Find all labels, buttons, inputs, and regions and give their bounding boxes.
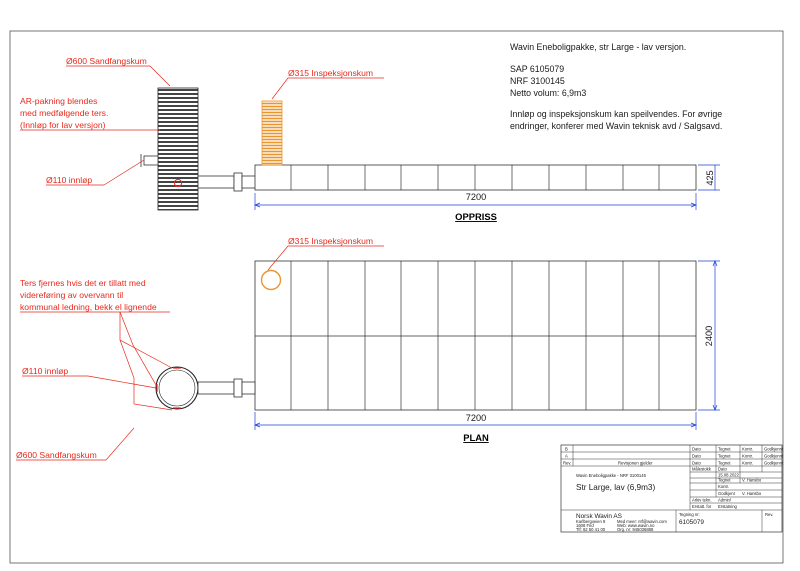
company-name: Norsk Wavin AS <box>576 513 622 520</box>
svg-text:Dato: Dato <box>692 460 701 466</box>
svg-text:Erstatning: Erstatning <box>718 504 737 509</box>
drawing-number: 6105079 <box>679 519 704 526</box>
svg-text:Målestokk: Målestokk <box>692 466 711 472</box>
svg-text:1608 Frid: 1608 Frid <box>576 523 594 528</box>
svg-text:Godkjennt: Godkjennt <box>764 446 784 452</box>
inlet-label-elevation: Ø110 innløp <box>46 175 93 185</box>
inlet-label-plan: Ø110 innløp <box>22 366 69 376</box>
svg-text:Tegning nr:: Tegning nr: <box>679 512 700 517</box>
svg-text:Tlf: 62 50 41 00: Tlf: 62 50 41 00 <box>576 527 606 532</box>
svg-text:Erstatt. for: Erstatt. for <box>692 504 712 509</box>
plug-note-line1: Ters fjernes hvis det er tillatt med <box>20 278 146 288</box>
seal-note-line2: med medfølgende ters. <box>20 108 109 118</box>
svg-text:Kontr.: Kontr. <box>742 460 753 466</box>
inspection-riser-elevation <box>262 101 282 165</box>
inspection-label-elevation: Ø315 Inspeksjonskum <box>288 68 374 78</box>
tank-plan <box>255 261 696 410</box>
plug-note-line3: kommunal ledning, bekk el lignende <box>20 302 157 312</box>
svg-text:Rev.: Rev. <box>563 460 572 466</box>
inspection-label-plan: Ø315 Inspeksjonskum <box>288 236 374 246</box>
plug-note-line2: videreføring av overvann til <box>20 290 124 300</box>
sandtrap-chamber-elevation <box>158 88 198 210</box>
svg-text:Tegnet: Tegnet <box>718 446 731 452</box>
svg-text:Karlbergveien 8: Karlbergveien 8 <box>576 519 606 524</box>
dimension-length-elevation-label: 7200 <box>465 192 487 202</box>
svg-text:Web: www.wavin.no: Web: www.wavin.no <box>617 523 655 528</box>
drawing-title-small: Wavin Eneboligpakke - NRF 3100145 <box>576 473 646 478</box>
dimension-width-plan-label: 2400 <box>704 325 714 347</box>
svg-text:Org. nr: 945036888: Org. nr: 945036888 <box>617 527 654 532</box>
dimension-length-plan-label: 7200 <box>465 413 487 423</box>
tank-elevation <box>255 165 696 190</box>
svg-text:V. Hansbo: V. Hansbo <box>742 491 762 496</box>
svg-text:Admin/: Admin/ <box>718 497 732 503</box>
info-sap: SAP 6105079 <box>510 64 565 74</box>
svg-text:Kontr.: Kontr. <box>742 446 753 452</box>
svg-text:Revisjonen gjelder: Revisjonen gjelder <box>618 460 653 466</box>
svg-text:Godkjennt: Godkjennt <box>764 460 784 466</box>
svg-text:15.08.2022: 15.08.2022 <box>718 472 739 478</box>
svg-text:Rev.: Rev. <box>765 512 774 517</box>
sandtrap-label-elevation: Ø600 Sandfangskum <box>66 56 147 66</box>
info-nrf: NRF 3100145 <box>510 76 565 86</box>
svg-text:A: A <box>565 453 568 459</box>
inlet-pipe-left <box>144 156 158 165</box>
svg-text:Dato: Dato <box>718 466 727 472</box>
svg-text:Tegnet: Tegnet <box>718 453 731 459</box>
sandtrap-label-plan: Ø600 Sandfangskum <box>16 450 97 460</box>
svg-text:Dato: Dato <box>692 453 701 459</box>
dimension-height-elevation-label: 425 <box>705 170 715 186</box>
svg-text:Tegnet: Tegnet <box>718 477 731 483</box>
info-title: Wavin Eneboligpakke, str Large - lav versjon. <box>510 42 687 52</box>
svg-text:Kontr.: Kontr. <box>742 453 753 459</box>
info-block <box>510 42 722 131</box>
svg-text:Dato: Dato <box>692 446 701 452</box>
svg-text:V. Hansbo: V. Hansbo <box>742 477 762 483</box>
outlet-pipe-plan <box>198 382 234 394</box>
seal-note-line3: (Innløp for lav versjon) <box>20 120 106 130</box>
drawing-title: Str Large, lav (6,9m3) <box>576 483 656 492</box>
title-block <box>561 445 784 532</box>
elevation-label: OPPRISS <box>455 211 497 222</box>
svg-text:Tegnet: Tegnet <box>718 460 731 466</box>
svg-text:B: B <box>565 446 568 452</box>
sandtrap-chamber-plan <box>156 367 198 409</box>
svg-text:Med meer: ntf@wavin.com: Med meer: ntf@wavin.com <box>617 519 667 524</box>
svg-text:Kontr.: Kontr. <box>718 484 729 489</box>
info-note-line1: Innløp og inspeksjonskum kan speilvendes. For øvrige <box>510 109 723 119</box>
svg-text:Godkjent: Godkjent <box>718 491 735 496</box>
plan-label: PLAN <box>463 432 489 443</box>
info-volume: Netto volum: 6,9m3 <box>510 88 587 98</box>
plan-view <box>156 261 720 443</box>
svg-text:Godkjennt: Godkjennt <box>764 453 784 459</box>
seal-note-line1: AR-pakning blendes <box>20 96 98 106</box>
outlet-pipe-elevation <box>198 176 234 188</box>
svg-text:Arkiv tekn.: Arkiv tekn. <box>692 497 712 503</box>
info-note-line2: endringer, konferer med Wavin teknisk avd / Salgsavd. <box>510 121 723 131</box>
